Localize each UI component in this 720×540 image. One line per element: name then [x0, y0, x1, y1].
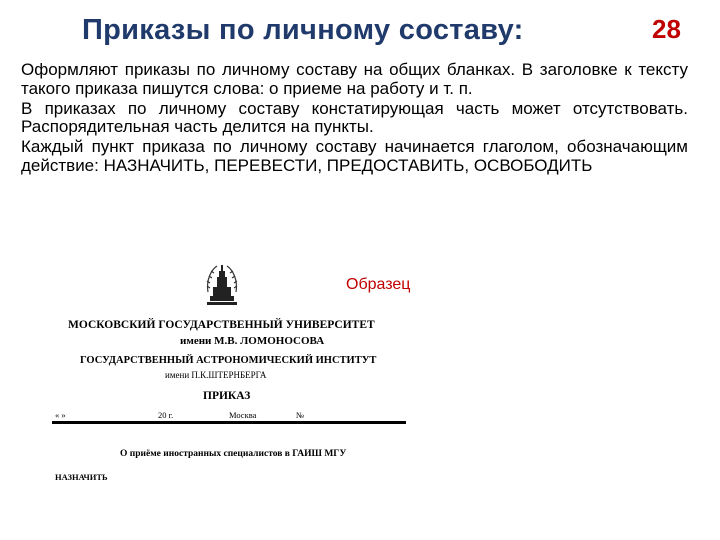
university-name: МОСКОВСКИЙ ГОСУДАРСТВЕННЫЙ УНИВЕРСИТЕТ — [68, 319, 375, 331]
number-field: № — [296, 410, 305, 420]
year-field: 20 г. — [158, 410, 174, 420]
divider-line — [52, 421, 406, 424]
body-paragraph: Каждый пункт приказа по личному составу начинается глаголом, обозначающим действие: НАЗНАЧИТЬ, ПЕРЕВЕСТИ, ПРЕДОСТАВИТЬ, ОСВОБОДИТЬ — [21, 137, 688, 175]
order-action-word: НАЗНАЧИТЬ — [55, 472, 108, 482]
slide-number: 28 — [652, 14, 681, 44]
sample-label: Образец — [346, 276, 411, 293]
institute-honorific: имени П.К.ШТЕРНБЕРГА — [165, 370, 267, 380]
document-type: ПРИКАЗ — [203, 390, 251, 402]
university-honorific: имени М.В. ЛОМОНОСОВА — [180, 335, 325, 347]
institute-name: ГОСУДАРСТВЕННЫЙ АСТРОНОМИЧЕСКИЙ ИНСТИТУТ — [80, 355, 377, 366]
slide-title: Приказы по личному составу: — [82, 14, 524, 46]
date-field: « » — [55, 410, 66, 420]
order-subject: О приёме иностранных специалистов в ГАИШ МГУ — [120, 449, 347, 459]
body-paragraph: Оформляют приказы по личному составу на общих бланках. В заголовке к тексту такого приказа пишутся слова: о приеме на работу и т. п. — [21, 60, 688, 98]
body-paragraph: В приказах по личному составу констатирующая часть может отсутствовать. Распорядительная часть делится на пункты. — [21, 98, 688, 137]
city-field: Москва — [229, 410, 257, 420]
